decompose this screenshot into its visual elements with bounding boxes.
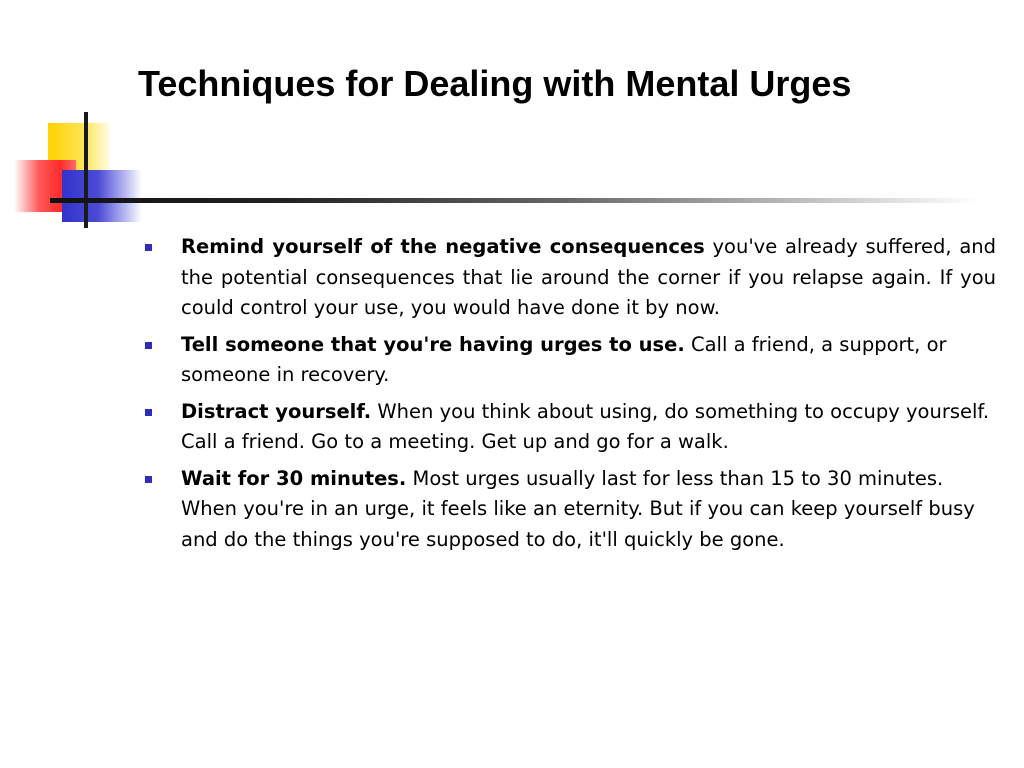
bullet-item: [140, 330, 996, 391]
bullet-text: Call a friend, a support, or someone in recovery.: [181, 332, 947, 386]
bullet-heading: Remind yourself of the negative consequences: [181, 235, 705, 258]
decorative-vertical-line: [84, 112, 88, 228]
bullet-item: [140, 464, 996, 556]
bullet-list: [140, 232, 996, 561]
decorative-blue-square: [62, 170, 142, 222]
bullet-item: [140, 232, 996, 324]
bullet-text: you've already suffered, and the potential consequences that lie around the corner if you relapse again. If you could control your use, you would have done it by now.: [181, 235, 997, 319]
bullet-item: [140, 397, 996, 458]
title-underline-rule: [50, 198, 980, 203]
bullet-heading: Distract yourself.: [181, 399, 372, 423]
slide-title: Techniques for Dealing with Mental Urges: [138, 63, 852, 104]
bullet-text: Most urges usually last for less than 15 to 30 minutes. When you're in an urge, it feels like an eternity. But if you can keep yourself busy and do the things you're supposed to do, it'll quickly be gone.: [181, 466, 975, 551]
bullet-text: When you think about using, do something to occupy yourself. Call a friend. Go to a meeting. Get up and go for a walk.: [181, 399, 990, 453]
bullet-heading: Wait for 30 minutes.: [181, 466, 407, 490]
square-bullet-icon: [145, 409, 152, 416]
square-bullet-icon: [145, 476, 152, 483]
square-bullet-icon: [145, 342, 152, 349]
bullet-heading: Tell someone that you're having urges to use.: [181, 332, 685, 356]
square-bullet-icon: [145, 244, 152, 251]
